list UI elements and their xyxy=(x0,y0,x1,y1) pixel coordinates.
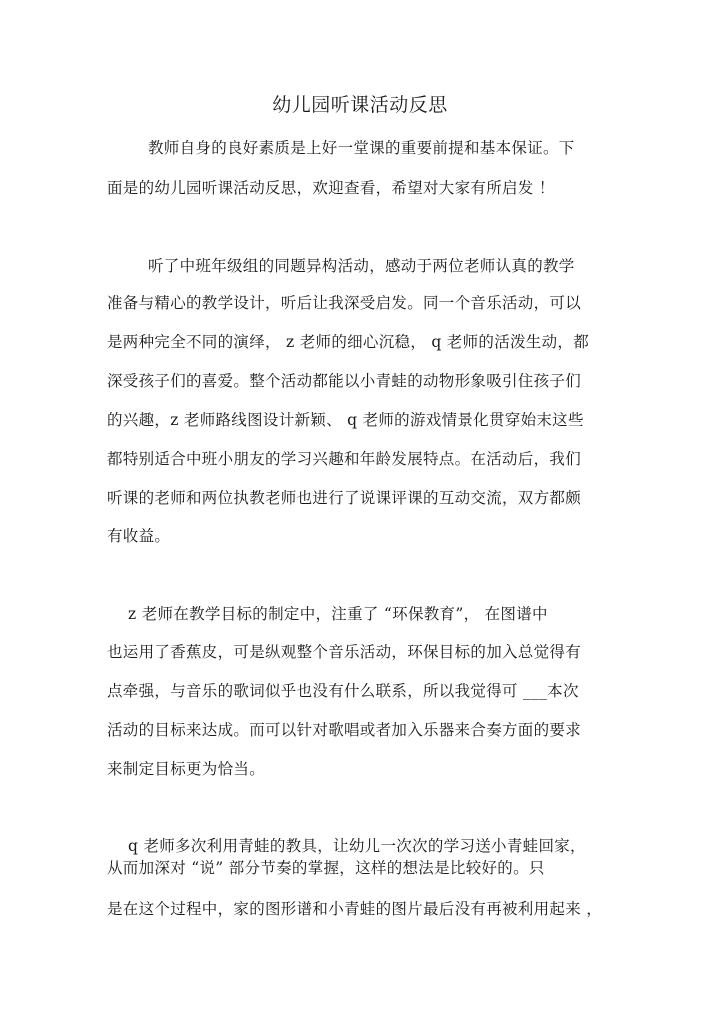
paragraph-line: q 老师多次利用青蛙的教具，让幼儿一次次的学习送小青蛙回家， xyxy=(128,837,586,855)
paragraph-line: 都特别适合中班小朋友的学习兴趣和年龄发展特点。在活动后，我们 xyxy=(107,450,582,468)
paragraph-line: 是在这个过程中，家的图形谱和小青蛙的图片最后没有再被利用起来 ， xyxy=(107,900,603,918)
intro-line: 面是的幼儿园听课活动反思，欢迎查看，希望对大家有所启发 ！ xyxy=(107,179,555,197)
paragraph-line: 有收益。 xyxy=(107,527,171,545)
paragraph-line: 听了中班年级组的同题异构活动，感动于两位老师认真的教学 xyxy=(148,257,575,275)
paragraph-line: 从而加深对 “说” 部分节奏的掌握，这样的想法是比较好的。只 xyxy=(107,859,545,877)
paragraph-line: z 老师在教学目标的制定中，注重了 “环保教育”， 在图谱中 xyxy=(128,605,548,623)
paragraph-line: 活动的目标来达成。而可以针对歌唱或者加入乐器来合奏方面的要求 xyxy=(107,721,582,739)
paragraph-line: 准备与精心的教学设计，听后让我深受启发。同一个音乐活动，可以 xyxy=(107,294,582,312)
intro-line: 教师自身的良好素质是上好一堂课的重要前提和基本保证。下 xyxy=(148,139,575,157)
document-title: 幼儿园听课活动反思 xyxy=(272,94,448,116)
paragraph-line: 也运用了香蕉皮，可是纵观整个音乐活动，环保目标的加入总觉得有 xyxy=(107,643,582,661)
paragraph-line: 听课的老师和两位执教老师也进行了说课评课的互动交流，双方都颇 xyxy=(107,489,582,507)
paragraph-line: 点牵强，与音乐的歌词似乎也没有什么联系，所以我觉得可 ___本次 xyxy=(107,682,579,700)
paragraph-line: 的兴趣，z 老师路线图设计新颖、 q 老师的游戏情景化贯穿始末这些 xyxy=(107,411,584,429)
paragraph-line: 来制定目标更为恰当。 xyxy=(107,760,266,778)
paragraph-line: 是两种完全不同的演绎， z 老师的细心沉稳， q 老师的活泼生动，都 xyxy=(107,333,589,351)
paragraph-line: 深受孩子们的喜爱。整个活动都能以小青蛙的动物形象吸引住孩子们 xyxy=(107,372,582,390)
